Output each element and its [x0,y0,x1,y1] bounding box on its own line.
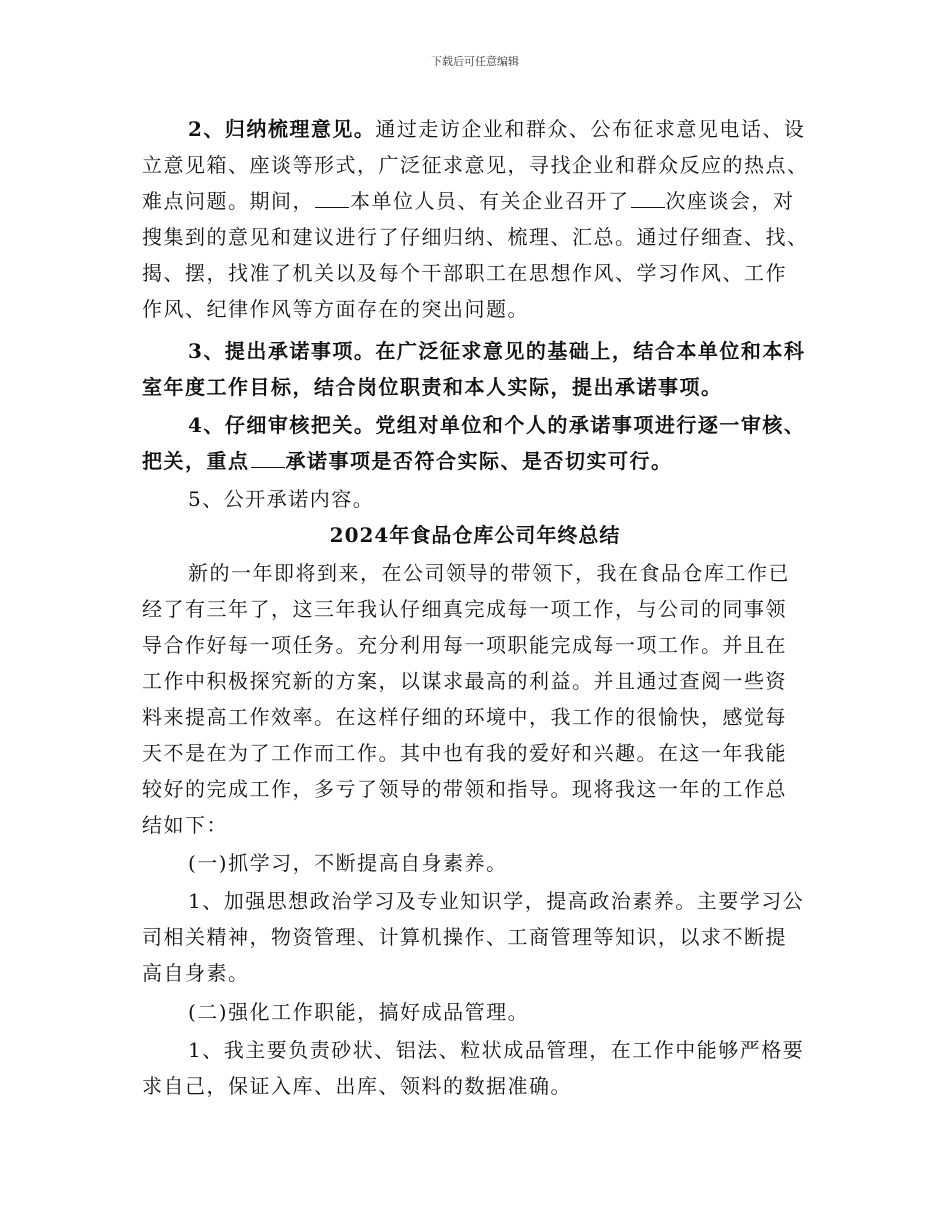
paragraph-line [188,117,805,141]
paragraph-line: 揭、摆，找准了机关以及每个干部职工在思想作风、学习作风、工作 [142,261,787,285]
item-heading: 2、归纳梳理意见。 [188,117,376,141]
fill-blank [251,449,285,468]
section-heading: (二)强化工作职能，搞好成品管理。 [188,1000,530,1024]
paragraph-line: 室年度工作目标，结合岗位职责和本人实际，提出承诺事项。 [142,375,723,399]
paragraph-line: 工作中积极探究新的方案，以谋求最高的利益。并且通过查阅一些资 [142,669,787,693]
paragraph-line: 料来提高工作效率。在这样仔细的环境中，我工作的很愉快，感觉每 [142,705,787,729]
paragraph-line: 经了有三年了，这三年我认仔细真完成每一项工作，与公司的同事领 [142,597,787,621]
paragraph-line: 求自己，保证入库、出库、领料的数据准确。 [142,1074,572,1098]
text-span: 承诺事项是否符合实际、是否切实可行。 [285,449,673,473]
paragraph-line: 新的一年即将到来，在公司领导的带领下，我在食品仓库工作已 [188,561,790,585]
paragraph-line: 立意见箱、座谈等形式，广泛征求意见，寻找企业和群众反应的热点、 [142,153,809,177]
paragraph-line: 天不是在为了工作而工作。其中也有我的爱好和兴趣。在这一年我能 [142,741,787,765]
document-title: 2024年食品仓库公司年终总结 [329,523,621,547]
paragraph-line: 司相关精神，物资管理、计算机操作、工商管理等知识，以求不断提 [142,925,787,949]
paragraph-line: 4、仔细审核把关。党组对单位和个人的承诺事项进行逐一审核、 [188,413,806,437]
paragraph-line [142,449,673,473]
fill-blank [315,189,349,208]
text-span: 本单位人员、有关企业召开了 [350,189,630,213]
text-span: 通过走访企业和群众、公布征求意见电话、设 [375,117,806,141]
paragraph-line: 作风、纪律作风等方面存在的突出问题。 [142,297,529,321]
section-heading: (一)抓学习，不断提高自身素养。 [188,851,508,875]
paragraph-line: 导合作好每一项任务。充分利用每一项职能完成每一项工作。并且在 [142,633,787,657]
paragraph-line: 3、提出承诺事项。在广泛征求意见的基础上，结合本单位和本科 [188,339,806,363]
fill-blank [631,189,665,208]
paragraph-line: 较好的完成工作，多亏了领导的带领和指导。现将我这一年的工作总 [142,777,787,801]
text-span: 次座谈会，对 [665,189,795,213]
page-header: 下载后可任意编辑 [431,55,519,68]
paragraph-line: 1、我主要负责砂状、铝法、粒状成品管理，在工作中能够严格要 [188,1038,805,1062]
text-span: 难点问题。期间， [142,189,314,213]
paragraph-line [142,189,795,213]
paragraph-line: 结如下： [142,813,228,837]
text-span: 把关，重点 [142,449,250,473]
paragraph-line: 搜集到的意见和建议进行了仔细归纳、梳理、汇总。通过仔细查、找、 [142,225,809,249]
paragraph-line: 1、加强思想政治学习及专业知识学，提高政治素养。主要学习公 [188,889,805,913]
paragraph-line: 高自身素。 [142,961,250,985]
paragraph-line: 5、公开承诺内容。 [188,487,375,511]
